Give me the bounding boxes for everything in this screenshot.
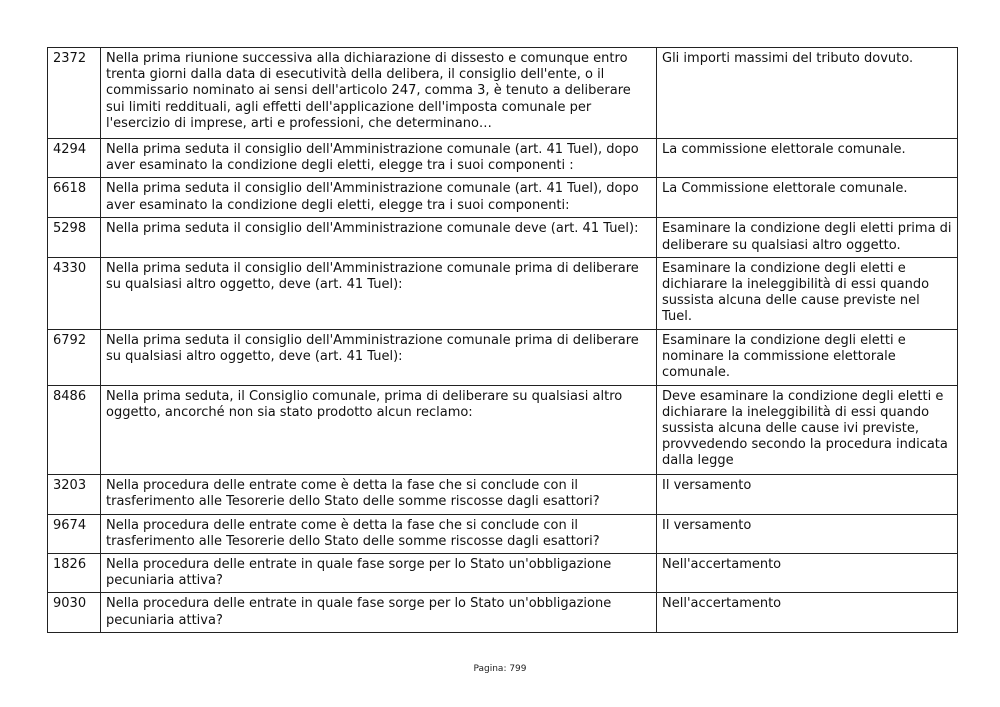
question-text: Nella prima seduta il consiglio dell'Amministrazione comunale deve (art. 41 Tuel): [101,218,657,257]
question-id: 6618 [48,178,101,218]
question-id: 3203 [48,474,101,514]
answer-text: La commissione elettorale comunale. [657,139,958,178]
question-id: 1826 [48,554,101,593]
answer-text: Deve esaminare la condizione degli eletti e dichiarare la ineleggibilità di essi quando sussista alcuna delle cause ivi previste, provvedendo secondo la procedura indicata dalla legge [657,385,958,474]
question-id: 5298 [48,218,101,257]
question-id: 4330 [48,257,101,329]
table-row [48,593,958,632]
table-row [48,218,958,257]
question-text: Nella procedura delle entrate come è detta la fase che si conclude con il trasferimento alle Tesorerie dello Stato delle somme riscosse dagli esattori? [101,514,657,553]
question-text: Nella prima seduta il consiglio dell'Amministrazione comunale (art. 41 Tuel), dopo aver esaminato la condizione degli eletti, elegge tra i suoi componenti: [101,178,657,218]
page-number: Pagina: 799 [473,664,527,674]
question-id: 9674 [48,514,101,553]
table-row [48,257,958,329]
table-row [48,554,958,593]
answer-text: Il versamento [657,514,958,553]
question-id: 8486 [48,385,101,474]
question-text: Nella prima seduta il consiglio dell'Amministrazione comunale (art. 41 Tuel), dopo aver esaminato la condizione degli eletti, elegge tra i suoi componenti : [101,139,657,178]
answer-text: Gli importi massimi del tributo dovuto. [657,48,958,139]
question-id: 9030 [48,593,101,632]
question-text: Nella prima seduta, il Consiglio comunale, prima di deliberare su qualsiasi altro oggetto, ancorché non sia stato prodotto alcun reclamo: [101,385,657,474]
question-text: Nella procedura delle entrate in quale fase sorge per lo Stato un'obbligazione pecuniaria attiva? [101,554,657,593]
answer-text: Esaminare la condizione degli eletti e dichiarare la ineleggibilità di essi quando sussista alcuna delle cause previste nel Tuel. [657,257,958,329]
question-id: 6792 [48,329,101,385]
questions-table [47,47,958,633]
table-row [48,329,958,385]
answer-text: La Commissione elettorale comunale. [657,178,958,218]
question-text: Nella prima riunione successiva alla dichiarazione di dissesto e comunque entro trenta giorni dalla data di esecutività della delibera, il consiglio dell'ente, o il commissario nominato ai sensi dell'articolo 247, comma 3, è tenuto a deliberare sui limiti reddituali, agli effetti dell'applicazione dell'imposta comunale per l'esercizio di imprese, arti e professioni, che determinano… [101,48,657,139]
question-text: Nella procedura delle entrate come è detta la fase che si conclude con il trasferimento alle Tesorerie dello Stato delle somme riscosse dagli esattori? [101,474,657,514]
question-text: Nella prima seduta il consiglio dell'Amministrazione comunale prima di deliberare su qualsiasi altro oggetto, deve (art. 41 Tuel): [101,329,657,385]
answer-text: Esaminare la condizione degli eletti e nominare la commissione elettorale comunale. [657,329,958,385]
table-row [48,474,958,514]
answer-text: Il versamento [657,474,958,514]
table-row [48,48,958,139]
question-id: 2372 [48,48,101,139]
question-text: Nella procedura delle entrate in quale fase sorge per lo Stato un'obbligazione pecuniaria attiva? [101,593,657,632]
answer-text: Esaminare la condizione degli eletti prima di deliberare su qualsiasi altro oggetto. [657,218,958,257]
answer-text: Nell'accertamento [657,554,958,593]
question-text: Nella prima seduta il consiglio dell'Amministrazione comunale prima di deliberare su qualsiasi altro oggetto, deve (art. 41 Tuel): [101,257,657,329]
table-row [48,385,958,474]
table-row [48,178,958,218]
answer-text: Nell'accertamento [657,593,958,632]
table-row [48,514,958,553]
table-row [48,139,958,178]
question-id: 4294 [48,139,101,178]
